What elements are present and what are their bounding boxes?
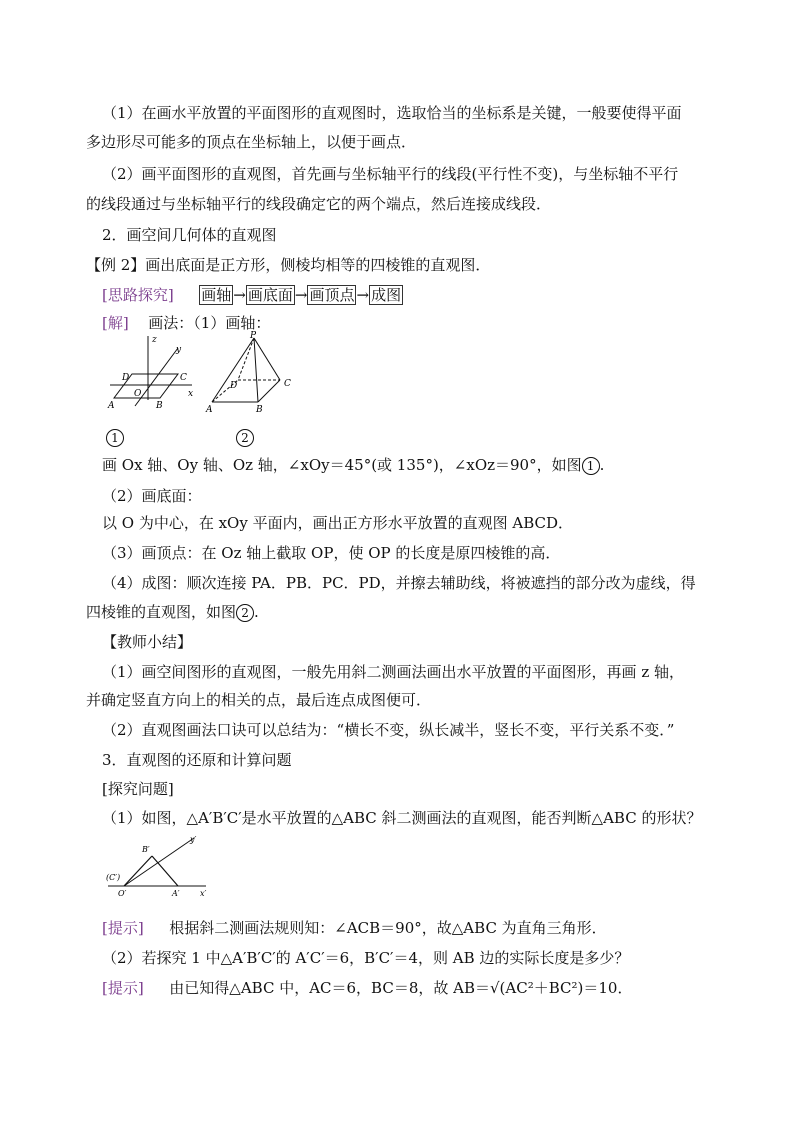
hint-2-line [102, 978, 632, 998]
question-1: （1）如图，△A′B′C′是水平放置的△ABC 斜二测画法的直观图，能否判断△ABC 的形状？ [102, 809, 702, 827]
approach-line [102, 285, 403, 305]
base-step-heading: （2）画底面： [102, 487, 202, 505]
figure-1-number [106, 427, 124, 447]
final-step-line-2-text: 四棱锥的直观图，如图 [86, 603, 237, 621]
example-2-statement: 【例 2】画出底面是正方形，侧棱均相等的四棱锥的直观图． [86, 256, 491, 274]
hint-2-text: 由已知得△ABC 中，AC＝6，BC＝8，故 AB＝√(AC²＋BC²)＝10． [169, 979, 633, 997]
figure-3-triangle-diagram [104, 832, 214, 900]
fig1-label-b: B [156, 401, 163, 411]
flow-arrow-icon: → [294, 286, 308, 304]
summary-1-line-2: 并确定竖直方向上的相关的点，最后连点成图便可． [86, 691, 432, 709]
axes-description [102, 455, 604, 475]
figure-ref-circle-1: 1 [582, 457, 600, 475]
summary-1-line-1: （1）画空间图形的直观图，一般先用斜二测画法画出水平放置的平面图形，再画 z 轴， [102, 663, 684, 681]
flow-arrow-icon: → [233, 286, 246, 304]
section-2-heading: 2．画空间几何体的直观图 [102, 226, 277, 244]
solution-step-1: 画法：（1）画轴： [148, 314, 271, 332]
final-step-period: . [254, 603, 259, 621]
fig1-label-d: D [122, 373, 130, 383]
hint-2-label: [提示] [102, 979, 144, 997]
question-2: （2）若探究 1 中△A′B′C′的 A′C′＝6，B′C′＝4，则 AB 边的实际长度是多少？ [102, 949, 630, 967]
hint-1-label: [提示] [102, 919, 144, 937]
flow-step-axis: 画轴 [201, 286, 232, 304]
fig3-label-y: y′ [190, 835, 197, 844]
fig1-label-a: A [108, 401, 115, 411]
fig2-label-p: P [250, 331, 257, 341]
figure-2-number [236, 427, 254, 447]
solution-label: [解] [102, 314, 129, 332]
paragraph-2-line-2: 的线段通过与坐标轴平行的线段确定它的两个端点，然后连接成线段． [86, 195, 552, 213]
fig2-label-d: D [230, 381, 238, 391]
teacher-summary-heading: 【教师小结】 [102, 633, 193, 651]
vertex-step-text: （3）画顶点：在 Oz 轴上截取 OP，使 OP 的长度是原四棱锥的高． [102, 544, 561, 562]
figure-1-axes-diagram [100, 330, 200, 420]
flow-step-base: 画底面 [247, 286, 293, 304]
fig2-label-b: B [256, 405, 263, 415]
fig1-label-z: z [152, 335, 157, 345]
fig2-label-c: C [284, 379, 291, 389]
fig3-label-b: B′ [142, 845, 150, 854]
fig3-label-c: (C′) [106, 873, 121, 882]
paragraph-1-line-2: 多边形尽可能多的顶点在坐标轴上，以便于画点． [86, 133, 417, 151]
fig2-label-a: A [206, 405, 213, 415]
summary-2: （2）直观图画法口诀可以总结为：“横长不变，纵长减半，竖长不变，平行关系不变．” [102, 721, 675, 739]
figure-2-circle-number: 2 [236, 429, 254, 447]
hint-1-line [102, 918, 607, 938]
paragraph-2-line-1: （2）画平面图形的直观图，首先画与坐标轴平行的线段(平行性不变)，与坐标轴不平行 [102, 165, 679, 183]
base-step-text: 以 O 为中心，在 xOy 平面内，画出正方形水平放置的直观图 ABCD． [102, 514, 574, 532]
flow-step-vertex: 画顶点 [309, 286, 355, 304]
section-3-heading: 3．直观图的还原和计算问题 [102, 751, 292, 769]
figure-ref-circle-2: 2 [236, 604, 254, 622]
axes-description-text: 画 Ox 轴、Oy 轴、Oz 轴，∠xOy＝45°(或 135°)，∠xOz＝90°，如图 [102, 456, 582, 474]
figure-2-pyramid-diagram [202, 330, 302, 420]
figure-1-circle-number: 1 [106, 429, 124, 447]
fig3-label-x: x′ [200, 889, 207, 898]
final-step-line-1: （4）成图：顺次连接 PA．PB．PC．PD，并擦去辅助线，将被遮挡的部分改为虚线，得 [102, 574, 696, 592]
fig3-label-a: A′ [172, 889, 180, 898]
fig1-label-o: O [134, 389, 142, 399]
fig1-label-x: x [188, 389, 194, 399]
flow-step-finish: 成图 [371, 286, 402, 304]
fig3-label-o: O′ [118, 889, 127, 898]
paragraph-1-line-1: （1）在画水平放置的平面图形的直观图时，选取恰当的坐标系是关键，一般要使得平面 [102, 104, 682, 122]
axes-description-period: . [599, 456, 605, 474]
approach-label: [思路探究] [102, 286, 174, 304]
flow-arrow-icon: → [356, 286, 370, 304]
final-step-line-2 [86, 602, 259, 622]
fig1-label-y: y [176, 345, 182, 355]
explore-label: [探究问题] [102, 780, 174, 798]
hint-1-text: 根据斜二测画法规则知：∠ACB＝90°，故△ABC 为直角三角形． [169, 919, 607, 937]
fig1-label-c: C [180, 373, 187, 383]
